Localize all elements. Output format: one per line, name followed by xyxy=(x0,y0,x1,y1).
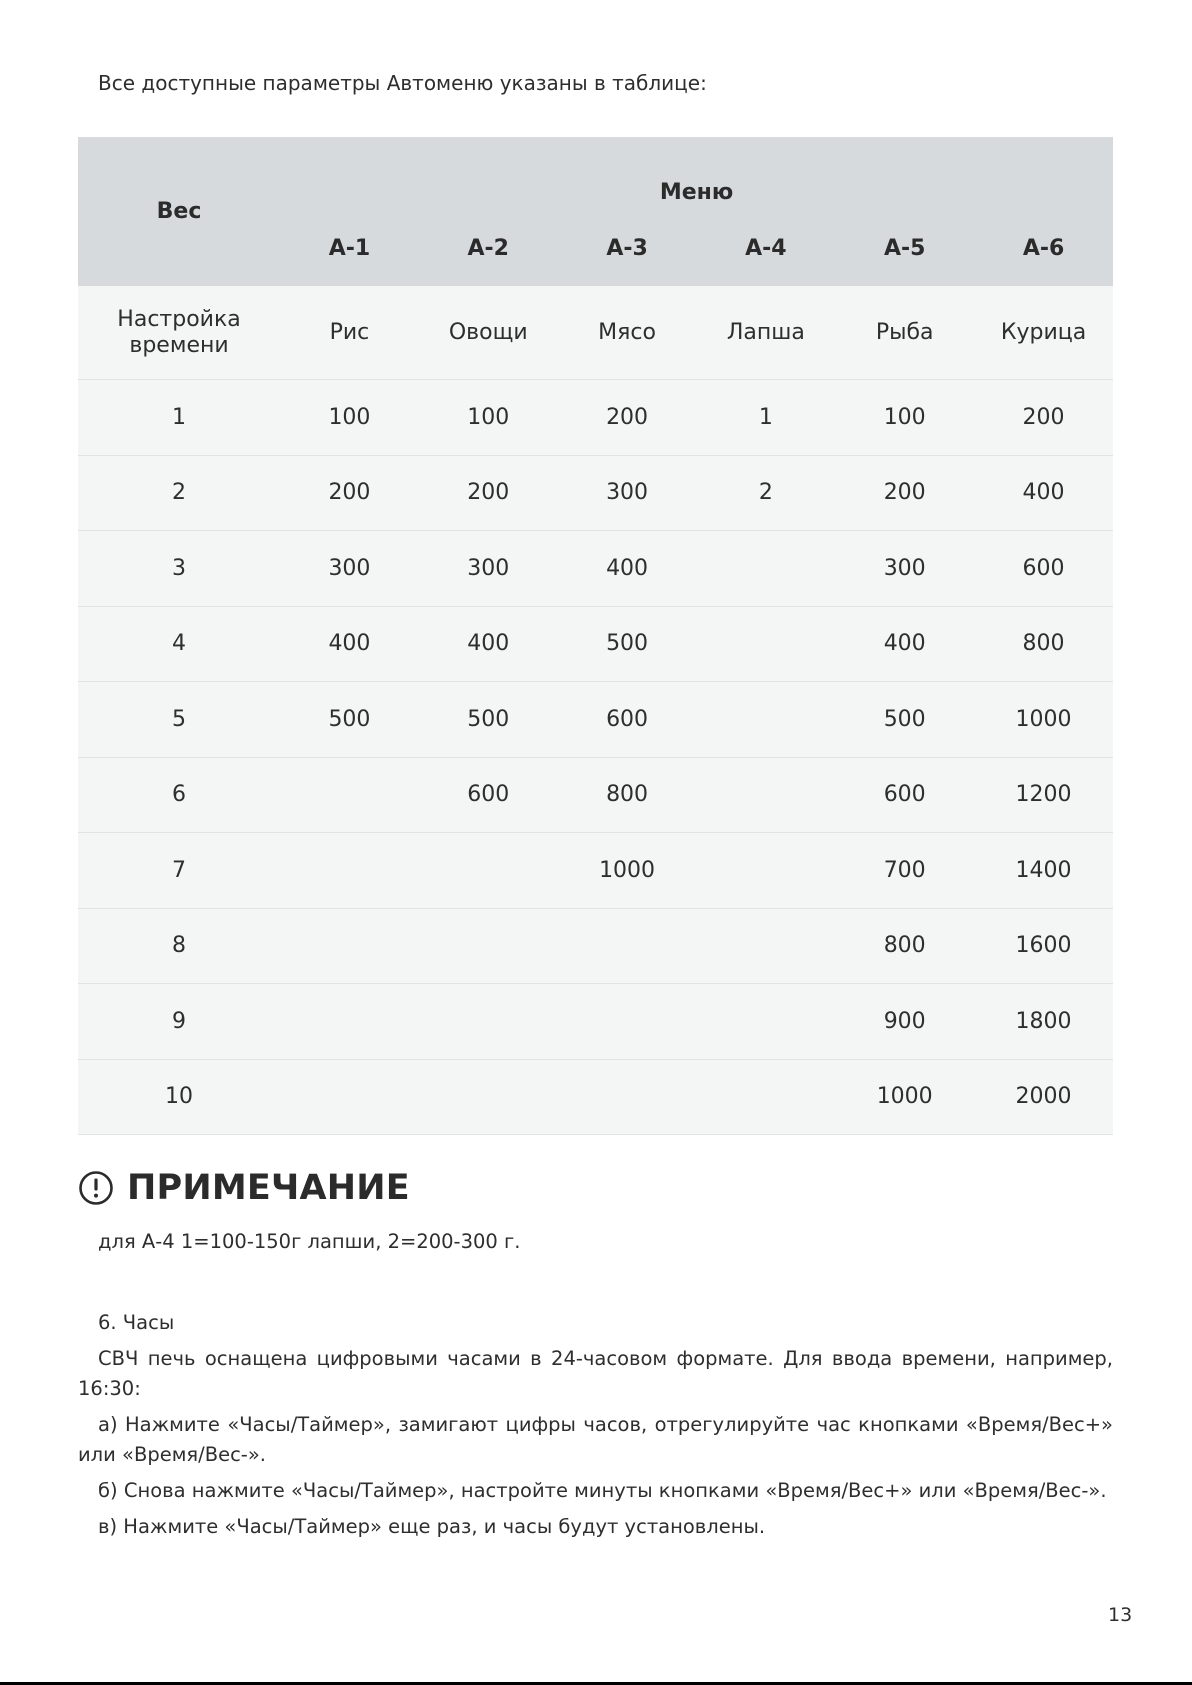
note-title: ПРИМЕЧАНИЕ xyxy=(127,1168,410,1208)
menu-header: Меню xyxy=(280,137,1113,215)
weight-cell: 800 xyxy=(835,908,974,984)
weight-cell xyxy=(696,531,835,607)
weight-cell xyxy=(696,984,835,1060)
weight-cell: 200 xyxy=(419,455,558,531)
weight-cell: 100 xyxy=(419,380,558,456)
weight-cell: 500 xyxy=(419,682,558,758)
weight-cell: 1200 xyxy=(974,757,1113,833)
menu-code: А-2 xyxy=(419,215,558,286)
note-text: для А-4 1=100-150г лапши, 2=200-300 г. xyxy=(98,1230,521,1253)
weight-cell: 1000 xyxy=(974,682,1113,758)
menu-name: Лапша xyxy=(696,286,835,380)
weight-cell: 500 xyxy=(280,682,419,758)
clock-step-b: б) Снова нажмите «Часы/Таймер», настройте минуты кнопками «Время/Вес+» или «Время/Вес-». xyxy=(98,1479,1107,1502)
time-setting-cell: 1 xyxy=(78,380,280,456)
clock-step-c: в) Нажмите «Часы/Таймер» еще раз, и часы будут установлены. xyxy=(98,1515,766,1538)
weight-cell: 400 xyxy=(280,606,419,682)
weight-cell: 600 xyxy=(974,531,1113,607)
time-setting-label: Настройка времени xyxy=(78,286,280,380)
time-setting-cell: 9 xyxy=(78,984,280,1060)
weight-cell: 500 xyxy=(558,606,697,682)
weight-cell: 200 xyxy=(558,380,697,456)
weight-cell: 100 xyxy=(835,380,974,456)
weight-cell xyxy=(696,682,835,758)
page-number: 13 xyxy=(1108,1604,1133,1626)
weight-cell: 600 xyxy=(835,757,974,833)
time-setting-cell: 8 xyxy=(78,908,280,984)
intro-text: Все доступные параметры Автоменю указаны в таблице: xyxy=(98,71,707,95)
table-row xyxy=(78,682,1113,758)
menu-name: Рыба xyxy=(835,286,974,380)
menu-name: Курица xyxy=(974,286,1113,380)
weight-cell xyxy=(558,984,697,1060)
note-heading xyxy=(78,1163,410,1213)
menu-code: А-5 xyxy=(835,215,974,286)
table-header xyxy=(78,137,1113,286)
menu-name: Рис xyxy=(280,286,419,380)
weight-cell xyxy=(280,757,419,833)
weight-cell xyxy=(696,757,835,833)
weight-cell xyxy=(419,1059,558,1135)
weight-cell: 800 xyxy=(974,606,1113,682)
clock-heading: 6. Часы xyxy=(98,1311,175,1334)
table-row xyxy=(78,908,1113,984)
table-row xyxy=(78,757,1113,833)
weight-cell: 2 xyxy=(696,455,835,531)
table-row xyxy=(78,606,1113,682)
time-setting-cell: 4 xyxy=(78,606,280,682)
menu-code: А-1 xyxy=(280,215,419,286)
weight-cell: 300 xyxy=(419,531,558,607)
weight-cell xyxy=(280,1059,419,1135)
weight-cell: 300 xyxy=(280,531,419,607)
weight-cell xyxy=(280,833,419,909)
exclamation-circle-icon xyxy=(78,1170,114,1206)
time-setting-cell: 6 xyxy=(78,757,280,833)
table-row xyxy=(78,984,1113,1060)
time-setting-cell: 7 xyxy=(78,833,280,909)
time-setting-cell: 10 xyxy=(78,1059,280,1135)
weight-cell xyxy=(419,833,558,909)
menu-code: А-6 xyxy=(974,215,1113,286)
menu-name: Овощи xyxy=(419,286,558,380)
menu-code: А-3 xyxy=(558,215,697,286)
weight-cell: 1 xyxy=(696,380,835,456)
weight-cell: 400 xyxy=(419,606,558,682)
time-setting-cell: 3 xyxy=(78,531,280,607)
weight-cell: 300 xyxy=(835,531,974,607)
table-row xyxy=(78,380,1113,456)
clock-paragraph-1: СВЧ печь оснащена цифровыми часами в 24-часовом формате. Для ввода времени, например, 16:30: xyxy=(78,1347,1113,1400)
weight-cell: 900 xyxy=(835,984,974,1060)
weight-cell: 400 xyxy=(558,531,697,607)
table-row xyxy=(78,455,1113,531)
weight-cell xyxy=(419,908,558,984)
weight-cell: 200 xyxy=(835,455,974,531)
weight-cell xyxy=(696,606,835,682)
weight-cell xyxy=(280,908,419,984)
clock-step-a: а) Нажмите «Часы/Таймер», замигают цифры часов, отрегулируйте час кнопками «Время/Вес+» или «Время/Вес-». xyxy=(78,1413,1113,1466)
weight-cell: 1000 xyxy=(835,1059,974,1135)
weight-cell: 600 xyxy=(558,682,697,758)
weight-cell: 100 xyxy=(280,380,419,456)
weight-cell: 500 xyxy=(835,682,974,758)
weight-cell: 600 xyxy=(419,757,558,833)
weight-cell: 2000 xyxy=(974,1059,1113,1135)
weight-cell: 200 xyxy=(974,380,1113,456)
time-setting-cell: 5 xyxy=(78,682,280,758)
weight-cell xyxy=(696,1059,835,1135)
weight-header: Вес xyxy=(78,137,280,286)
weight-cell: 1800 xyxy=(974,984,1113,1060)
weight-cell: 1600 xyxy=(974,908,1113,984)
weight-cell xyxy=(280,984,419,1060)
weight-cell: 300 xyxy=(558,455,697,531)
weight-cell xyxy=(558,908,697,984)
table-row xyxy=(78,833,1113,909)
weight-cell: 800 xyxy=(558,757,697,833)
weight-cell: 1000 xyxy=(558,833,697,909)
weight-cell: 1400 xyxy=(974,833,1113,909)
weight-cell xyxy=(419,984,558,1060)
table-row xyxy=(78,531,1113,607)
weight-cell xyxy=(558,1059,697,1135)
table-body xyxy=(78,286,1113,1135)
time-setting-cell: 2 xyxy=(78,455,280,531)
menu-code: А-4 xyxy=(696,215,835,286)
weight-cell: 700 xyxy=(835,833,974,909)
automenu-table xyxy=(78,137,1113,1135)
table-row xyxy=(78,1059,1113,1135)
weight-cell xyxy=(696,908,835,984)
menu-name: Мясо xyxy=(558,286,697,380)
weight-cell: 200 xyxy=(280,455,419,531)
menu-names-row xyxy=(78,286,1113,380)
weight-cell: 400 xyxy=(974,455,1113,531)
weight-cell: 400 xyxy=(835,606,974,682)
weight-cell xyxy=(696,833,835,909)
